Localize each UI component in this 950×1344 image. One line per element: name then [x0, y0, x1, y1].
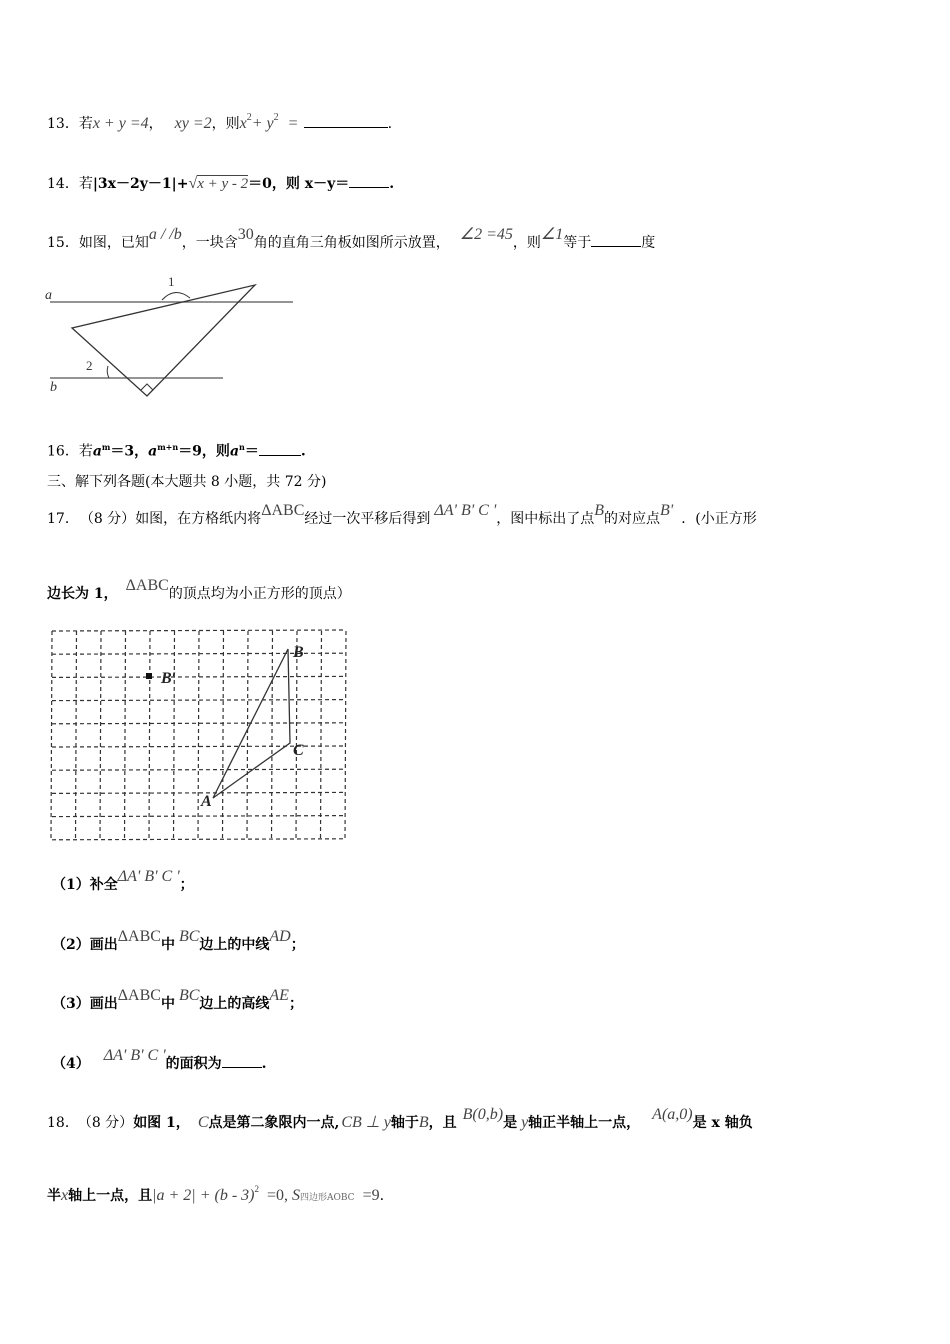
answer-blank — [349, 173, 389, 188]
grid-vertical-line — [272, 631, 273, 840]
question-17: 17． （8 分）如图，在方格纸内将ΔABC经过一次平移后得到 ΔA' B' C '，图中标出了点B的对应点B' ．(小正方形 — [47, 502, 757, 527]
question-18-line2: 半x轴上一点，且|a + 2| + (b - 3)$^2$ =0, S四边形AOBC =9. — [47, 1184, 385, 1204]
label-b: b — [50, 380, 57, 395]
grid-vertical-line — [345, 631, 346, 840]
grid-vertical-line — [247, 631, 248, 840]
section-3-title: 三、解下列各题(本大题共 8 小题，共 72 分) — [47, 474, 327, 490]
grid-vertical-line — [149, 631, 150, 840]
label-angle-2: 2 — [86, 358, 93, 373]
label-A: A — [201, 793, 212, 810]
q17-sub1: （1）补全ΔA' B' C '； — [52, 868, 194, 893]
question-16: 16．若$a^m=3$，$a^{m+n}=9$，则$a^n=$ . — [47, 442, 306, 460]
grid-horizontal-line — [52, 839, 346, 840]
grid-vertical-line — [296, 631, 297, 840]
grid-horizontal-line — [52, 676, 346, 677]
grid-horizontal-line — [52, 769, 346, 770]
grid-vertical-line — [198, 631, 199, 840]
q17-sub4: （4） ΔA' B' C '的面积为 . — [52, 1047, 267, 1072]
grid-figure — [46, 625, 356, 847]
sqrt-expression: √x + y - 2 — [188, 175, 249, 192]
grid-vertical-line — [174, 631, 175, 840]
answer-blank — [259, 441, 301, 456]
label-B: B — [293, 644, 304, 661]
grid-vertical-line — [223, 631, 224, 840]
q17-sub2: （2）画出ΔABC中 BC边上的中线AD； — [52, 928, 305, 953]
grid-horizontal-line — [52, 630, 346, 631]
label-B-prime: B′ — [161, 670, 177, 687]
question-17-line2: 边长为 1， ΔABC的顶点均为小正方形的顶点） — [47, 577, 351, 602]
angle-2-arc — [107, 366, 109, 378]
dashed-grid — [51, 630, 346, 840]
question-18: 18． （8 分）如图 1， C点是第二象限内一点, CB ⊥ y轴于B，且 B(0,b)是 y轴正半轴上一点， A(a,0)是 x 轴负 — [47, 1106, 753, 1131]
grid-vertical-line — [100, 631, 101, 840]
answer-blank — [591, 232, 641, 247]
q17-sub3: （3）画出ΔABC中 BC边上的高线AE； — [52, 987, 303, 1012]
right-angle-mark — [141, 384, 153, 390]
grid-horizontal-line — [52, 792, 346, 793]
answer-blank — [304, 113, 388, 128]
angle-1-arc — [162, 292, 190, 300]
question-13: 13．若x + y =4， xy =2，则$x^2+ y^2$ = . — [47, 112, 393, 132]
label-C: C — [293, 742, 304, 759]
grid-vertical-line — [51, 631, 52, 840]
question-15: 15．如图，已知a / /b，一块含30角的直角三角板如图所示放置， ∠2 =45，则∠1等于 度 — [47, 226, 656, 251]
question-14: 14．若|3x－2y－1|+√x + y - 2＝0，则 x－y＝ . — [47, 175, 395, 192]
parallel-lines-triangle-figure — [40, 268, 300, 406]
grid-horizontal-line — [52, 816, 346, 817]
grid-vertical-line — [321, 631, 322, 840]
label-a: a — [45, 288, 52, 303]
label-angle-1: 1 — [168, 274, 175, 289]
grid-horizontal-line — [52, 700, 346, 701]
grid-vertical-line — [76, 631, 77, 840]
grid-vertical-line — [125, 631, 126, 840]
point-b-prime-marker — [146, 673, 152, 679]
answer-blank — [222, 1053, 262, 1068]
